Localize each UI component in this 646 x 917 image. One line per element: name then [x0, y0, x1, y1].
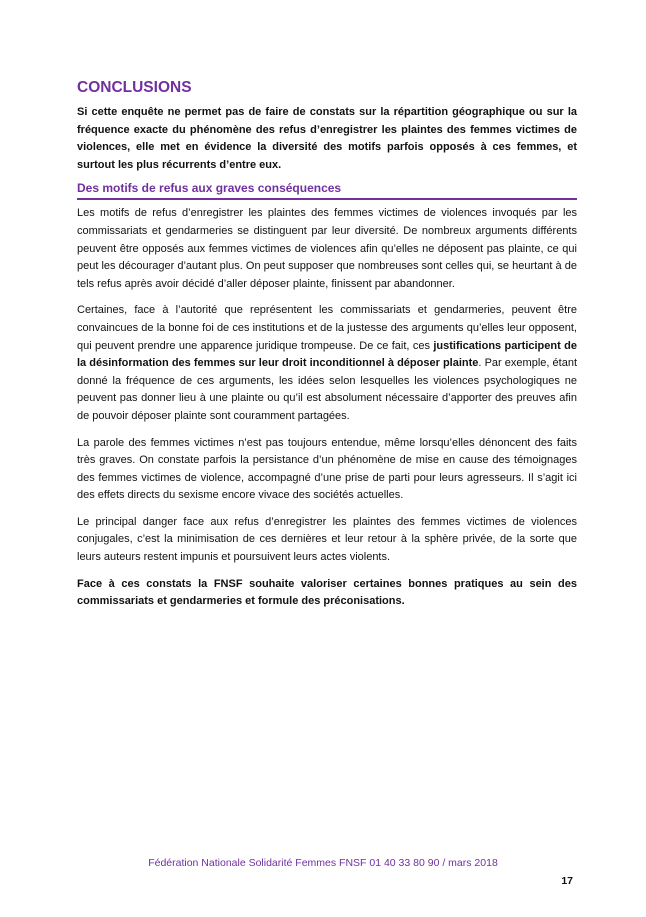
page-footer: Fédération Nationale Solidarité Femmes FNSF 01 40 33 80 90 / mars 2018: [148, 857, 498, 869]
paragraph-text: Certaines, face à l’autorité que représentent les commissariats et gendarmeries, peuvent être convaincues de la bonne foi de ces institutions et de la justesse des arguments qu’elles leur opposent, qui peuvent prendre une apparence juridique trompeuse. De ce fait, ces: [77, 304, 577, 352]
page-title: CONCLUSIONS: [77, 79, 192, 96]
intro-paragraph: Si cette enquête ne permet pas de faire de constats sur la répartition géographique ou sur la fréquence exacte du phénomène des refus d’enregistrer les plaintes des femmes victimes de violences, elle met en évidence la diversité des motifs parfois opposés à ces femmes, et surtout les plus récurrents d’entre eux.: [77, 106, 577, 171]
paragraph: Les motifs de refus d’enregistrer les plaintes des femmes victimes de violences invoqués par les commissariats et gendarmeries se distinguent par leur diversité. De nombreux arguments différents peuvent être opposés aux femmes victimes de violences afin qu’elles ne déposent pas plainte, ce qui peut les décourager d’autant plus. On peut supposer que nombreuses sont celles qui, se heurtant à de tels refus après avoir décidé d’aller déposer plainte, finissent par abandonner.: [77, 207, 577, 290]
page-number: 17: [561, 875, 573, 887]
paragraph: La parole des femmes victimes n’est pas toujours entendue, même lorsqu’elles dénoncent des faits très graves. On constate parfois la persistance d’un phénomène de mise en cause des témoignages des femmes victimes de violence, accompagné d’une prise de parti pour leurs agresseurs. Il s’agit ici des effets directs du sexisme encore vivace des sociétés actuelles.: [77, 436, 577, 502]
section-heading: Des motifs de refus aux graves conséquences: [77, 181, 342, 196]
paragraph-text: . Par exemple, étant donné la fréquence de ces arguments, les idées selon lesquelles les violences psychologiques ne peuvent pas donner lieu à une plainte ou qu’il est absolument nécessaire d’apporter des preuves afin de pouvoir déposer plainte sont couramment partagées.: [77, 357, 577, 422]
paragraph: [77, 302, 577, 425]
page-content: [77, 78, 577, 620]
paragraph: Le principal danger face aux refus d’enregistrer les plaintes des femmes victimes de violences conjugales, c’est la minimisation de ces dernières et leur retour à la sphère privée, de la sorte que leurs auteurs restent impunis et poursuivent leurs actes violents.: [77, 515, 577, 564]
paragraph: Face à ces constats la FNSF souhaite valoriser certaines bonnes pratiques au sein des commissariats et gendarmeries et formule des préconisations.: [77, 577, 577, 608]
paragraph-bold-text: justifications participent de la désinformation des femmes sur leur droit inconditionnel à déposer plainte: [77, 339, 577, 370]
heading-divider: [77, 198, 577, 200]
